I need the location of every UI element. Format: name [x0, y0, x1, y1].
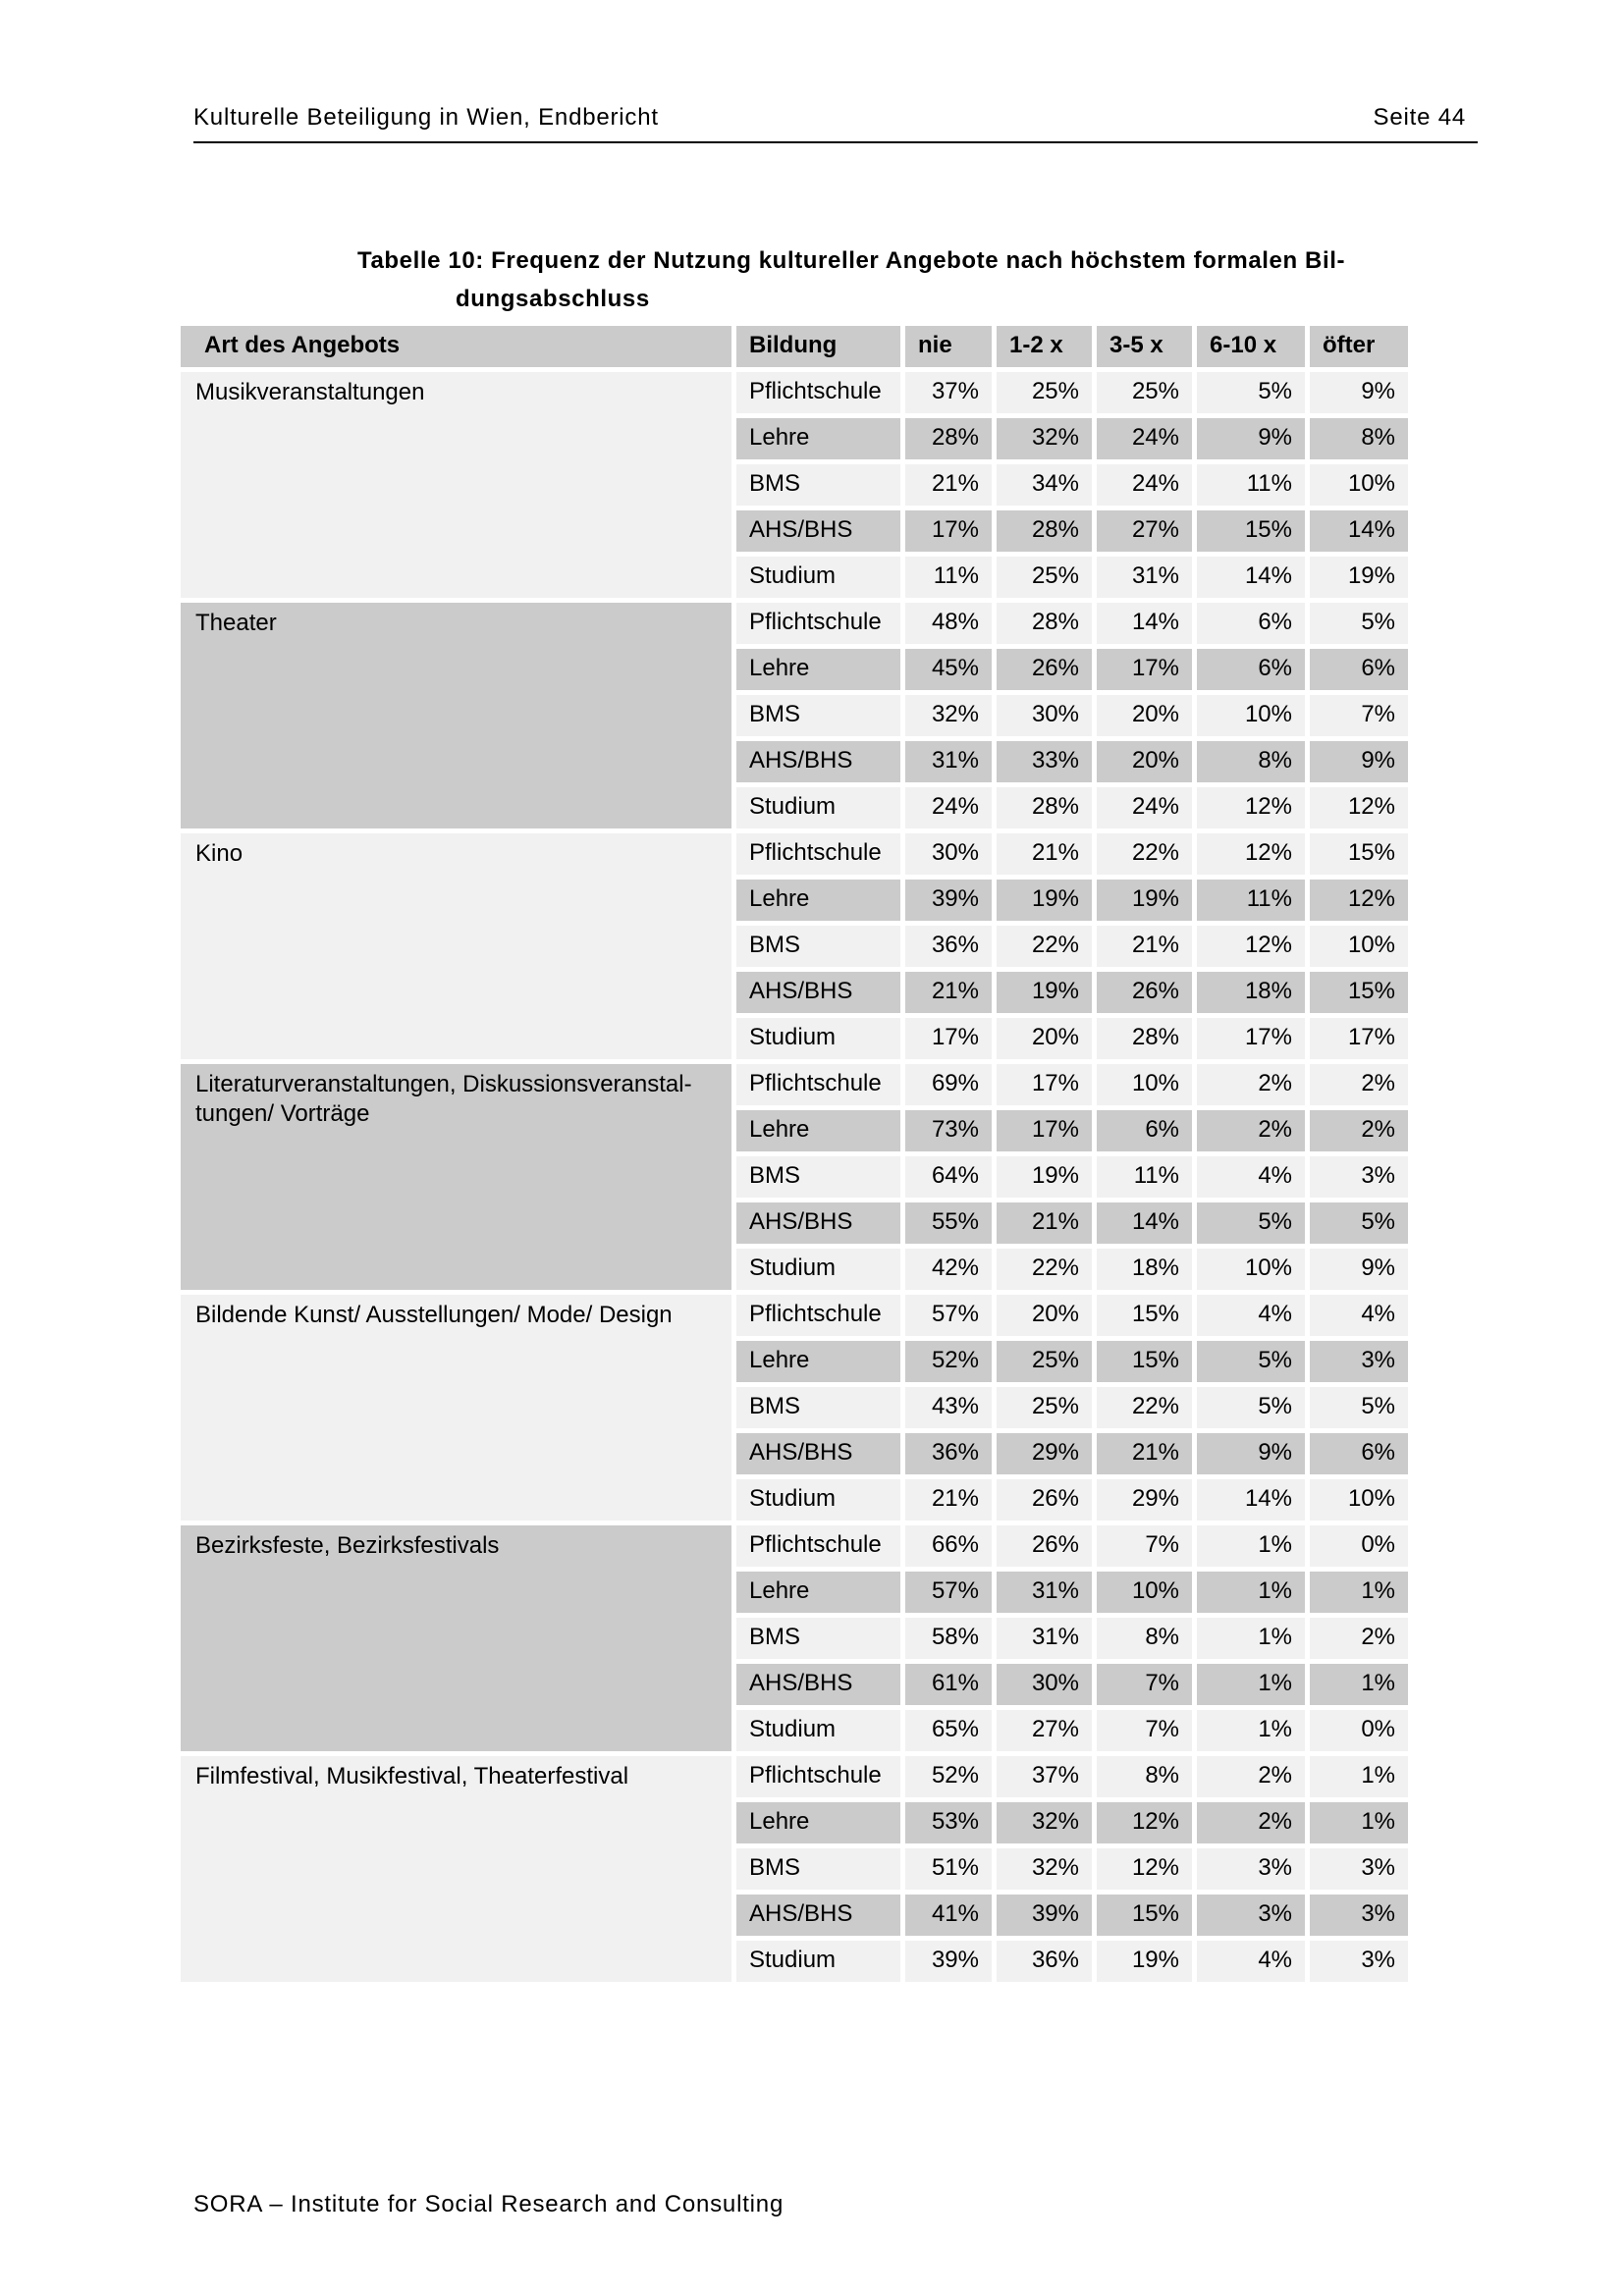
- value-cell-nie: 28%: [905, 418, 992, 459]
- value-cell-1-2x: 29%: [997, 1433, 1092, 1474]
- value-cell-oefter: 19%: [1310, 557, 1408, 598]
- value-cell-oefter: 6%: [1310, 1433, 1408, 1474]
- value-cell-6-10x: 10%: [1197, 1249, 1305, 1290]
- value-cell-6-10x: 6%: [1197, 603, 1305, 644]
- value-cell-1-2x: 28%: [997, 510, 1092, 552]
- value-cell-6-10x: 15%: [1197, 510, 1305, 552]
- value-cell-3-5x: 20%: [1097, 741, 1192, 782]
- value-cell-6-10x: 5%: [1197, 1341, 1305, 1382]
- value-cell-6-10x: 5%: [1197, 1387, 1305, 1428]
- value-cell-3-5x: 20%: [1097, 695, 1192, 736]
- column-header-nie: nie: [905, 326, 992, 367]
- table-row: [181, 603, 1408, 644]
- value-cell-3-5x: 8%: [1097, 1618, 1192, 1659]
- value-cell-oefter: 3%: [1310, 1848, 1408, 1890]
- education-cell: Studium: [736, 1479, 900, 1521]
- value-cell-1-2x: 36%: [997, 1941, 1092, 1982]
- value-cell-3-5x: 15%: [1097, 1295, 1192, 1336]
- value-cell-1-2x: 32%: [997, 418, 1092, 459]
- value-cell-3-5x: 11%: [1097, 1156, 1192, 1198]
- value-cell-3-5x: 10%: [1097, 1064, 1192, 1105]
- value-cell-3-5x: 25%: [1097, 372, 1192, 413]
- value-cell-1-2x: 17%: [997, 1110, 1092, 1151]
- value-cell-3-5x: 19%: [1097, 880, 1192, 921]
- value-cell-oefter: 10%: [1310, 1479, 1408, 1521]
- education-cell: Lehre: [736, 1802, 900, 1843]
- value-cell-nie: 17%: [905, 1018, 992, 1059]
- value-cell-nie: 64%: [905, 1156, 992, 1198]
- value-cell-oefter: 17%: [1310, 1018, 1408, 1059]
- education-cell: Lehre: [736, 418, 900, 459]
- value-cell-nie: 66%: [905, 1525, 992, 1567]
- education-cell: AHS/BHS: [736, 741, 900, 782]
- value-cell-nie: 41%: [905, 1895, 992, 1936]
- value-cell-nie: 36%: [905, 926, 992, 967]
- value-cell-1-2x: 22%: [997, 1249, 1092, 1290]
- value-cell-6-10x: 2%: [1197, 1756, 1305, 1797]
- education-cell: Lehre: [736, 1110, 900, 1151]
- category-cell: Bezirksfeste, Bezirksfestivals: [181, 1525, 731, 1751]
- value-cell-6-10x: 9%: [1197, 1433, 1305, 1474]
- category-cell: Kino: [181, 833, 731, 1059]
- table-row: [181, 1295, 1408, 1336]
- value-cell-1-2x: 30%: [997, 1664, 1092, 1705]
- value-cell-6-10x: 4%: [1197, 1941, 1305, 1982]
- value-cell-nie: 30%: [905, 833, 992, 875]
- category-cell: Bildende Kunst/ Ausstellungen/ Mode/ Design: [181, 1295, 731, 1521]
- value-cell-3-5x: 15%: [1097, 1341, 1192, 1382]
- value-cell-6-10x: 10%: [1197, 695, 1305, 736]
- value-cell-1-2x: 32%: [997, 1802, 1092, 1843]
- value-cell-3-5x: 12%: [1097, 1848, 1192, 1890]
- value-cell-nie: 21%: [905, 1479, 992, 1521]
- value-cell-6-10x: 9%: [1197, 418, 1305, 459]
- value-cell-6-10x: 1%: [1197, 1525, 1305, 1567]
- value-cell-3-5x: 14%: [1097, 1202, 1192, 1244]
- education-cell: BMS: [736, 1387, 900, 1428]
- value-cell-1-2x: 25%: [997, 557, 1092, 598]
- value-cell-6-10x: 1%: [1197, 1618, 1305, 1659]
- category-cell: Filmfestival, Musikfestival, Theaterfestival: [181, 1756, 731, 1982]
- education-cell: Pflichtschule: [736, 833, 900, 875]
- value-cell-3-5x: 19%: [1097, 1941, 1192, 1982]
- value-cell-3-5x: 7%: [1097, 1664, 1192, 1705]
- value-cell-oefter: 5%: [1310, 603, 1408, 644]
- value-cell-1-2x: 33%: [997, 741, 1092, 782]
- value-cell-3-5x: 10%: [1097, 1572, 1192, 1613]
- education-cell: BMS: [736, 1156, 900, 1198]
- value-cell-3-5x: 17%: [1097, 649, 1192, 690]
- value-cell-6-10x: 5%: [1197, 1202, 1305, 1244]
- value-cell-oefter: 5%: [1310, 1202, 1408, 1244]
- value-cell-oefter: 4%: [1310, 1295, 1408, 1336]
- value-cell-nie: 69%: [905, 1064, 992, 1105]
- value-cell-oefter: 0%: [1310, 1525, 1408, 1567]
- category-cell: Musikveranstaltungen: [181, 372, 731, 598]
- education-cell: BMS: [736, 695, 900, 736]
- value-cell-nie: 42%: [905, 1249, 992, 1290]
- document-title: Kulturelle Beteiligung in Wien, Endbericht: [193, 104, 659, 131]
- table-row: [181, 1525, 1408, 1567]
- value-cell-oefter: 1%: [1310, 1756, 1408, 1797]
- education-cell: BMS: [736, 464, 900, 506]
- value-cell-3-5x: 12%: [1097, 1802, 1192, 1843]
- value-cell-6-10x: 8%: [1197, 741, 1305, 782]
- value-cell-6-10x: 11%: [1197, 464, 1305, 506]
- value-cell-1-2x: 21%: [997, 833, 1092, 875]
- education-cell: BMS: [736, 1618, 900, 1659]
- table-row: [181, 1756, 1408, 1797]
- value-cell-3-5x: 14%: [1097, 603, 1192, 644]
- education-cell: AHS/BHS: [736, 1433, 900, 1474]
- value-cell-3-5x: 24%: [1097, 418, 1192, 459]
- page-footer: SORA – Institute for Social Research and Consulting: [193, 2191, 784, 2217]
- value-cell-1-2x: 30%: [997, 695, 1092, 736]
- value-cell-3-5x: 31%: [1097, 557, 1192, 598]
- value-cell-nie: 52%: [905, 1756, 992, 1797]
- value-cell-1-2x: 25%: [997, 1387, 1092, 1428]
- value-cell-nie: 31%: [905, 741, 992, 782]
- table-header: [181, 326, 1408, 367]
- education-cell: Lehre: [736, 649, 900, 690]
- value-cell-oefter: 1%: [1310, 1802, 1408, 1843]
- value-cell-oefter: 2%: [1310, 1618, 1408, 1659]
- value-cell-oefter: 3%: [1310, 1341, 1408, 1382]
- value-cell-nie: 52%: [905, 1341, 992, 1382]
- column-header-3-5x: 3-5 x: [1097, 326, 1192, 367]
- value-cell-3-5x: 8%: [1097, 1756, 1192, 1797]
- value-cell-nie: 57%: [905, 1572, 992, 1613]
- value-cell-nie: 39%: [905, 880, 992, 921]
- frequency-table: [176, 321, 1413, 1987]
- value-cell-oefter: 10%: [1310, 464, 1408, 506]
- value-cell-oefter: 3%: [1310, 1941, 1408, 1982]
- value-cell-3-5x: 27%: [1097, 510, 1192, 552]
- education-cell: Pflichtschule: [736, 1295, 900, 1336]
- value-cell-nie: 48%: [905, 603, 992, 644]
- value-cell-oefter: 9%: [1310, 1249, 1408, 1290]
- value-cell-nie: 58%: [905, 1618, 992, 1659]
- value-cell-1-2x: 25%: [997, 1341, 1092, 1382]
- value-cell-nie: 21%: [905, 464, 992, 506]
- value-cell-nie: 45%: [905, 649, 992, 690]
- education-cell: Lehre: [736, 1572, 900, 1613]
- value-cell-1-2x: 26%: [997, 1525, 1092, 1567]
- education-cell: Pflichtschule: [736, 1525, 900, 1567]
- value-cell-oefter: 10%: [1310, 926, 1408, 967]
- value-cell-oefter: 3%: [1310, 1895, 1408, 1936]
- value-cell-nie: 51%: [905, 1848, 992, 1890]
- value-cell-3-5x: 28%: [1097, 1018, 1192, 1059]
- category-cell: Literaturveranstaltungen, Diskussionsveranstal-tungen/ Vorträge: [181, 1064, 731, 1290]
- value-cell-6-10x: 3%: [1197, 1848, 1305, 1890]
- value-cell-6-10x: 14%: [1197, 1479, 1305, 1521]
- value-cell-6-10x: 2%: [1197, 1802, 1305, 1843]
- value-cell-1-2x: 34%: [997, 464, 1092, 506]
- value-cell-6-10x: 14%: [1197, 557, 1305, 598]
- value-cell-nie: 32%: [905, 695, 992, 736]
- value-cell-oefter: 9%: [1310, 741, 1408, 782]
- value-cell-oefter: 14%: [1310, 510, 1408, 552]
- education-cell: Studium: [736, 557, 900, 598]
- value-cell-1-2x: 17%: [997, 1064, 1092, 1105]
- table-body: [181, 372, 1408, 1982]
- column-header-1-2x: 1-2 x: [997, 326, 1092, 367]
- education-cell: Lehre: [736, 880, 900, 921]
- education-cell: Studium: [736, 1710, 900, 1751]
- value-cell-nie: 61%: [905, 1664, 992, 1705]
- value-cell-6-10x: 2%: [1197, 1064, 1305, 1105]
- education-cell: Pflichtschule: [736, 1756, 900, 1797]
- value-cell-1-2x: 28%: [997, 603, 1092, 644]
- value-cell-3-5x: 29%: [1097, 1479, 1192, 1521]
- value-cell-3-5x: 21%: [1097, 926, 1192, 967]
- value-cell-1-2x: 22%: [997, 926, 1092, 967]
- education-cell: AHS/BHS: [736, 510, 900, 552]
- education-cell: Studium: [736, 1018, 900, 1059]
- education-cell: BMS: [736, 1848, 900, 1890]
- column-header-oefter: öfter: [1310, 326, 1408, 367]
- value-cell-1-2x: 26%: [997, 1479, 1092, 1521]
- value-cell-oefter: 0%: [1310, 1710, 1408, 1751]
- value-cell-1-2x: 39%: [997, 1895, 1092, 1936]
- column-header-art: Art des Angebots: [181, 326, 731, 367]
- value-cell-3-5x: 7%: [1097, 1525, 1192, 1567]
- table-caption: [357, 241, 1418, 318]
- value-cell-nie: 37%: [905, 372, 992, 413]
- value-cell-nie: 39%: [905, 1941, 992, 1982]
- value-cell-3-5x: 26%: [1097, 972, 1192, 1013]
- education-cell: Pflichtschule: [736, 1064, 900, 1105]
- value-cell-nie: 17%: [905, 510, 992, 552]
- value-cell-nie: 36%: [905, 1433, 992, 1474]
- table-row: [181, 1064, 1408, 1105]
- value-cell-3-5x: 18%: [1097, 1249, 1192, 1290]
- value-cell-3-5x: 22%: [1097, 1387, 1192, 1428]
- education-cell: Studium: [736, 787, 900, 828]
- value-cell-nie: 73%: [905, 1110, 992, 1151]
- value-cell-1-2x: 37%: [997, 1756, 1092, 1797]
- value-cell-1-2x: 31%: [997, 1572, 1092, 1613]
- value-cell-nie: 57%: [905, 1295, 992, 1336]
- value-cell-1-2x: 21%: [997, 1202, 1092, 1244]
- value-cell-oefter: 7%: [1310, 695, 1408, 736]
- education-cell: AHS/BHS: [736, 972, 900, 1013]
- value-cell-nie: 43%: [905, 1387, 992, 1428]
- value-cell-oefter: 12%: [1310, 880, 1408, 921]
- column-header-6-10x: 6-10 x: [1197, 326, 1305, 367]
- value-cell-6-10x: 12%: [1197, 787, 1305, 828]
- education-cell: Pflichtschule: [736, 603, 900, 644]
- caption-line-1: Tabelle 10: Frequenz der Nutzung kultureller Angebote nach höchstem formalen Bil-: [357, 247, 1346, 274]
- education-cell: AHS/BHS: [736, 1664, 900, 1705]
- value-cell-nie: 55%: [905, 1202, 992, 1244]
- value-cell-1-2x: 31%: [997, 1618, 1092, 1659]
- value-cell-1-2x: 20%: [997, 1018, 1092, 1059]
- value-cell-6-10x: 1%: [1197, 1572, 1305, 1613]
- caption-line-2: dungsabschluss: [456, 286, 650, 312]
- value-cell-1-2x: 28%: [997, 787, 1092, 828]
- value-cell-oefter: 6%: [1310, 649, 1408, 690]
- value-cell-3-5x: 24%: [1097, 787, 1192, 828]
- header-row: [181, 326, 1408, 367]
- value-cell-1-2x: 20%: [997, 1295, 1092, 1336]
- value-cell-nie: 65%: [905, 1710, 992, 1751]
- value-cell-nie: 53%: [905, 1802, 992, 1843]
- category-cell: Theater: [181, 603, 731, 828]
- value-cell-nie: 11%: [905, 557, 992, 598]
- value-cell-oefter: 5%: [1310, 1387, 1408, 1428]
- value-cell-1-2x: 26%: [997, 649, 1092, 690]
- value-cell-6-10x: 12%: [1197, 833, 1305, 875]
- education-cell: Lehre: [736, 1341, 900, 1382]
- education-cell: AHS/BHS: [736, 1895, 900, 1936]
- education-cell: Studium: [736, 1941, 900, 1982]
- value-cell-6-10x: 1%: [1197, 1710, 1305, 1751]
- value-cell-oefter: 1%: [1310, 1572, 1408, 1613]
- value-cell-1-2x: 19%: [997, 972, 1092, 1013]
- value-cell-3-5x: 7%: [1097, 1710, 1192, 1751]
- value-cell-oefter: 9%: [1310, 372, 1408, 413]
- value-cell-6-10x: 11%: [1197, 880, 1305, 921]
- column-header-bildung: Bildung: [736, 326, 900, 367]
- value-cell-6-10x: 4%: [1197, 1156, 1305, 1198]
- value-cell-6-10x: 3%: [1197, 1895, 1305, 1936]
- value-cell-nie: 21%: [905, 972, 992, 1013]
- frequency-table-container: [181, 326, 1408, 1982]
- value-cell-6-10x: 18%: [1197, 972, 1305, 1013]
- value-cell-1-2x: 19%: [997, 1156, 1092, 1198]
- value-cell-6-10x: 1%: [1197, 1664, 1305, 1705]
- value-cell-3-5x: 6%: [1097, 1110, 1192, 1151]
- page-number: Seite 44: [1373, 104, 1466, 131]
- table-row: [181, 833, 1408, 875]
- value-cell-oefter: 1%: [1310, 1664, 1408, 1705]
- value-cell-3-5x: 15%: [1097, 1895, 1192, 1936]
- value-cell-3-5x: 24%: [1097, 464, 1192, 506]
- value-cell-nie: 24%: [905, 787, 992, 828]
- value-cell-3-5x: 21%: [1097, 1433, 1192, 1474]
- value-cell-1-2x: 19%: [997, 880, 1092, 921]
- education-cell: Pflichtschule: [736, 372, 900, 413]
- value-cell-6-10x: 6%: [1197, 649, 1305, 690]
- page-header: [193, 104, 1478, 143]
- value-cell-oefter: 15%: [1310, 972, 1408, 1013]
- education-cell: AHS/BHS: [736, 1202, 900, 1244]
- value-cell-oefter: 8%: [1310, 418, 1408, 459]
- value-cell-6-10x: 2%: [1197, 1110, 1305, 1151]
- value-cell-oefter: 2%: [1310, 1110, 1408, 1151]
- value-cell-oefter: 12%: [1310, 787, 1408, 828]
- value-cell-oefter: 15%: [1310, 833, 1408, 875]
- table-row: [181, 372, 1408, 413]
- education-cell: BMS: [736, 926, 900, 967]
- value-cell-1-2x: 32%: [997, 1848, 1092, 1890]
- value-cell-6-10x: 12%: [1197, 926, 1305, 967]
- value-cell-oefter: 2%: [1310, 1064, 1408, 1105]
- value-cell-6-10x: 17%: [1197, 1018, 1305, 1059]
- value-cell-6-10x: 5%: [1197, 372, 1305, 413]
- education-cell: Studium: [736, 1249, 900, 1290]
- value-cell-6-10x: 4%: [1197, 1295, 1305, 1336]
- value-cell-oefter: 3%: [1310, 1156, 1408, 1198]
- value-cell-1-2x: 25%: [997, 372, 1092, 413]
- value-cell-3-5x: 22%: [1097, 833, 1192, 875]
- value-cell-1-2x: 27%: [997, 1710, 1092, 1751]
